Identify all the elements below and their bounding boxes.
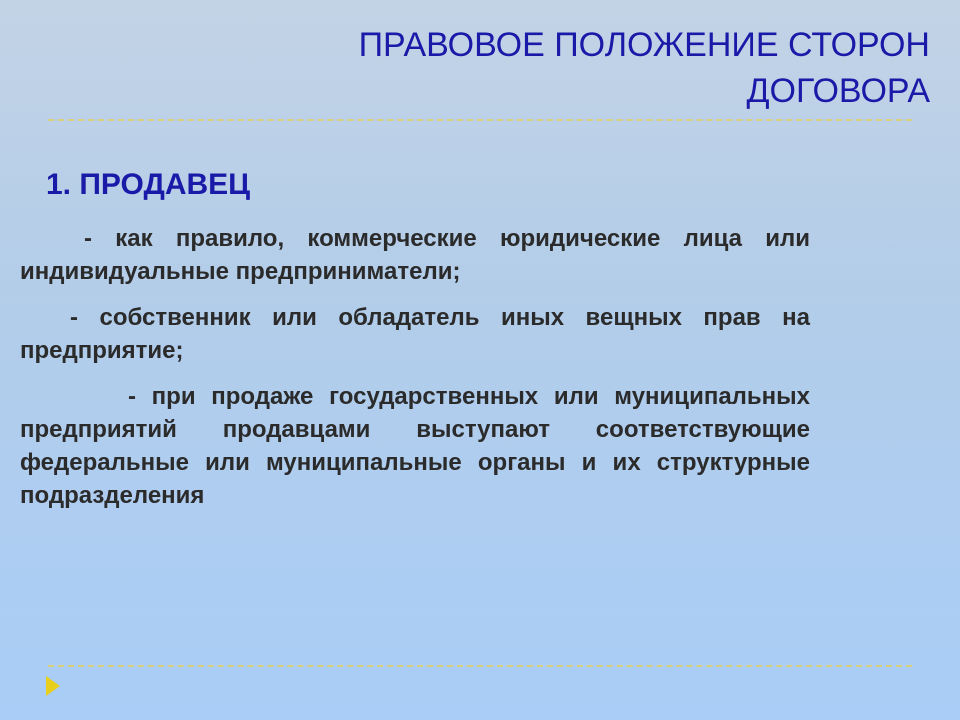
paragraph-3-text: - при продаже государственных или муниципальных предприятий продавцами выступают соответствующие федеральные или муниципальные органы и их структурные подразделения — [20, 383, 810, 509]
slide-title-line-2: ДОГОВОРА — [746, 72, 930, 110]
top-divider — [48, 119, 912, 121]
paragraph-1 — [20, 222, 810, 288]
paragraph-2 — [20, 301, 810, 367]
paragraph-3 — [20, 380, 810, 512]
slide-title — [230, 22, 930, 114]
paragraph-1-text: - как правило, коммерческие юридические лица или индивидуальные предприниматели; — [20, 225, 810, 285]
bottom-divider — [48, 665, 912, 667]
section-heading: 1. ПРОДАВЕЦ — [46, 168, 251, 201]
play-arrow-icon[interactable] — [46, 676, 60, 696]
slide-title-line-1: ПРАВОВОЕ ПОЛОЖЕНИЕ СТОРОН — [358, 26, 930, 64]
paragraph-2-text: - собственник или обладатель иных вещных прав на предприятие; — [20, 304, 810, 364]
body-text — [20, 222, 810, 525]
